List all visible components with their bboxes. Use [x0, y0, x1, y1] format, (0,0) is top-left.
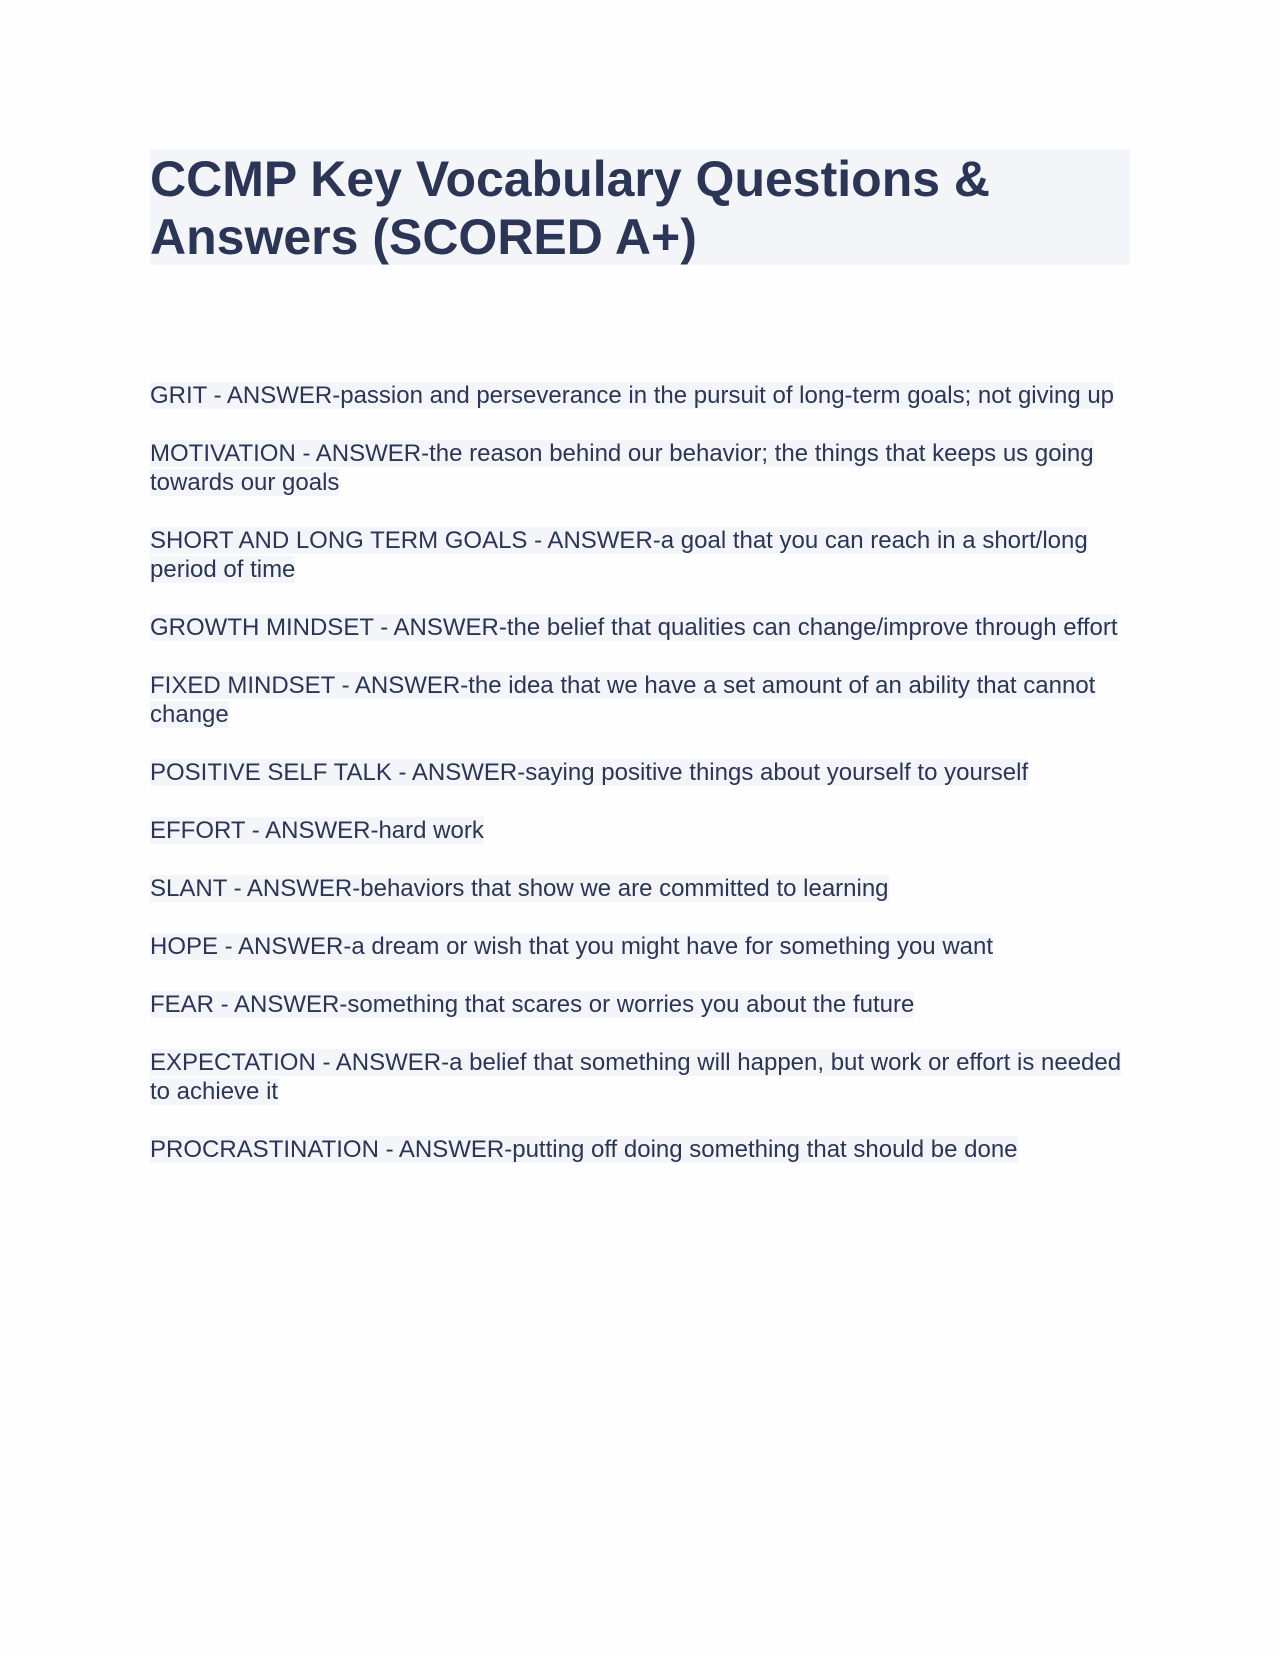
- vocabulary-entry: [150, 758, 1130, 787]
- entry-text: POSITIVE SELF TALK - ANSWER-saying positive things about yourself to yourself: [150, 759, 1029, 786]
- vocabulary-entry: [150, 613, 1130, 642]
- vocabulary-entry: [150, 439, 1130, 497]
- entry-text: MOTIVATION - ANSWER-the reason behind our behavior; the things that keeps us going towards our goals: [150, 440, 1094, 496]
- entry-text: GRIT - ANSWER-passion and perseverance in the pursuit of long-term goals; not giving up: [150, 382, 1115, 409]
- entry-text: PROCRASTINATION - ANSWER-putting off doing something that should be done: [150, 1136, 1018, 1163]
- vocabulary-entry: [150, 874, 1130, 903]
- entry-text: GROWTH MINDSET - ANSWER-the belief that qualities can change/improve through effort: [150, 614, 1118, 641]
- vocabulary-entry: [150, 671, 1130, 729]
- vocabulary-entry: [150, 381, 1130, 410]
- entry-text: EFFORT - ANSWER-hard work: [150, 817, 484, 844]
- vocabulary-entry: [150, 1048, 1130, 1106]
- entry-text: SLANT - ANSWER-behaviors that show we are committed to learning: [150, 875, 889, 902]
- entry-text: FEAR - ANSWER-something that scares or worries you about the future: [150, 991, 915, 1018]
- vocabulary-list: [150, 381, 1130, 1193]
- document-page: [150, 149, 1130, 1163]
- vocabulary-entry: [150, 1135, 1130, 1164]
- vocabulary-entry: [150, 816, 1130, 845]
- vocabulary-entry: [150, 526, 1130, 584]
- page-title: CCMP Key Vocabulary Questions & Answers (SCORED A+): [150, 151, 991, 265]
- vocabulary-entry: [150, 932, 1130, 961]
- entry-text: FIXED MINDSET - ANSWER-the idea that we have a set amount of an ability that cannot change: [150, 672, 1096, 728]
- title-block: [150, 149, 1130, 265]
- entry-text: SHORT AND LONG TERM GOALS - ANSWER-a goal that you can reach in a short/long period of time: [150, 527, 1088, 583]
- vocabulary-entry: [150, 990, 1130, 1019]
- entry-text: HOPE - ANSWER-a dream or wish that you might have for something you want: [150, 933, 994, 960]
- entry-text: EXPECTATION - ANSWER-a belief that something will happen, but work or effort is needed to achieve it: [150, 1049, 1122, 1105]
